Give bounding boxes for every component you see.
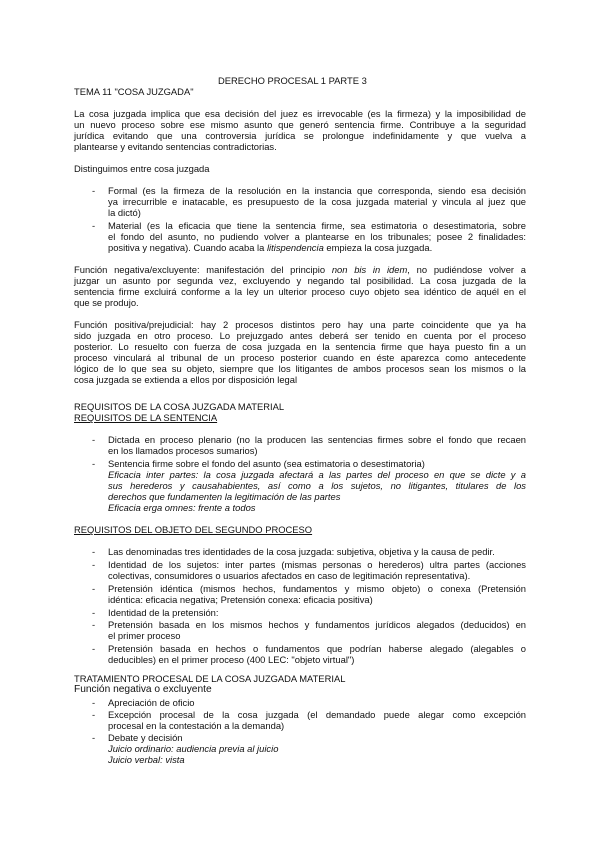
positiva-line: posterior. Lo resuelto con fuerza de cosa juzgada en la sentencia firme que haya puesto fin a un [74, 341, 526, 352]
material-text: positiva y negativa). Cuando acaba la [108, 242, 267, 253]
identidad-pretension-line: Identidad de la pretensión: [108, 607, 219, 618]
list-bullet: - [92, 709, 96, 720]
list-bullet: - [92, 619, 96, 630]
list-bullet: - [92, 185, 96, 196]
positiva-line: Función positiva/prejudicial: hay 2 procesos distintos pero hay una parte coincidente que ya ha [74, 319, 526, 330]
negativa-first-line [74, 264, 526, 275]
basada-alegados-line: Pretensión basada en los mismos hechos y fundamentos jurídicos alegados (deducidos) en [108, 619, 526, 630]
positiva-line: lógico de lo que sea su objeto, siempre que los litigantes de ambos procesos sean los mismos o la [74, 363, 526, 374]
non-bis-in-idem-term: non bis in idem [331, 264, 408, 275]
intro-line: un nuevo proceso sobre ese mismo asunto que generó sentencia firme. Contribuye a la seguridad [74, 119, 526, 130]
juicio-ordinario-line: Juicio ordinario: audiencia previa al juicio [108, 743, 279, 754]
negativa-line: que se produjo. [74, 297, 139, 308]
debate-line: Debate y decisión [108, 732, 183, 743]
basada-alegables-line: deducibles) en el primer proceso (400 LEC: "objeto virtual") [108, 654, 355, 665]
list-bullet: - [92, 607, 96, 618]
sujetos-line: Identidad de los sujetos: inter partes (mismas personas o herederos) ultra partes (acciones [108, 559, 526, 570]
list-bullet: - [92, 458, 96, 469]
positiva-line: cosa juzgada se extienda a ellos por disposición legal [74, 374, 298, 385]
eficacia-inter-line: derechos que fundamenten la legitimación de las partes [108, 491, 341, 502]
list-bullet: - [92, 643, 96, 654]
negativa-line: sentencia firme excluirá conforme a la ley un ulterior proceso cuyo objeto sea idéntico de aquél en el [74, 286, 526, 297]
distinguimos-line: Distinguimos entre cosa juzgada [74, 163, 210, 174]
sujetos-line: colectivas, consumidores o usuarios afectados en caso de legitimación representativa). [108, 570, 471, 581]
intro-line: La cosa juzgada implica que esa decisión del juez es irrevocable (es la firmeza) y la imposibilidad de [74, 108, 526, 119]
pretension-identica-line: Pretensión idéntica (mismos hechos, fundamentos y mismo objeto) o conexa (Pretensión [108, 583, 526, 594]
basada-alegados-line: el primer proceso [108, 630, 181, 641]
positiva-line: sido juzgada en otro proceso. Lo prejuzgado antes deberá ser tenido en cuenta por el proceso [74, 330, 526, 341]
req-objeto-heading: REQUISITOS DEL OBJETO DEL SEGUNDO PROCESO [74, 524, 313, 535]
negativa-rest: , no pudiéndose volver a [407, 264, 527, 275]
negativa-line: juzgar un asunto por segunda vez, excluyendo y negando tal posibilidad. La cosa juzgada de la [74, 275, 526, 286]
excepcion-line: procesal en la contestación a la demanda) [108, 720, 285, 731]
eficacia-erga-line: Eficacia erga omnes: frente a todos [108, 502, 256, 513]
eficacia-inter-line: Eficacia inter partes: la cosa juzgada afectará a las partes del proceso en que se dicte y a [108, 469, 526, 480]
formal-line: la dictó) [108, 207, 141, 218]
intro-line: plantearse y evitando sentencias contradictorias. [74, 141, 277, 152]
dictada-line: en los llamados procesos sumarios) [108, 445, 258, 456]
formal-line: Formal (es la firmeza de la resolución en la instancia que corresponda, siendo esa decisión [108, 185, 526, 196]
list-bullet: - [92, 583, 96, 594]
juicio-verbal-line: Juicio verbal: vista [108, 754, 185, 765]
litispendencia-term: litispendencia [266, 242, 324, 253]
tratamiento-heading: TRATAMIENTO PROCESAL DE LA COSA JUZGADA MATERIAL [74, 673, 346, 684]
list-bullet: - [92, 434, 96, 445]
list-bullet: - [92, 732, 96, 743]
funcion-negativa-heading: Función negativa o excluyente [74, 684, 212, 695]
list-bullet: - [92, 546, 96, 557]
dictada-line: Dictada en proceso plenario (no la producen las sentencias firmes sobre el fondo que recaen [108, 434, 526, 445]
basada-alegables-line: Pretensión basada en hechos o fundamentos que podrían haberse alegado (alegables o [108, 643, 526, 654]
document-title: DERECHO PROCESAL 1 PARTE 3 [218, 75, 367, 86]
material-line-last [108, 242, 432, 253]
req-sentencia-heading: REQUISITOS DE LA SENTENCIA [74, 412, 218, 423]
req-material-heading: REQUISITOS DE LA COSA JUZGADA MATERIAL [74, 401, 285, 412]
list-bullet: - [92, 220, 96, 231]
list-bullet: - [92, 697, 96, 708]
apreciacion-line: Apreciación de oficio [108, 697, 195, 708]
identidades-line: Las denominadas tres identidades de la cosa juzgada: subjetiva, objetiva y la causa de pedir. [108, 546, 495, 557]
intro-line: jurídica evitando que una controversia jurídica se prolongue indefinidamente y que vuelva a [74, 130, 526, 141]
negativa-lead: Función negativa/excluyente: manifestación del principio [74, 264, 332, 275]
material-line: Material (es la eficacia que tiene la sentencia firme, sea estimatoria o desestimatoria, sobre [108, 220, 526, 231]
pretension-identica-line: idéntica: eficacia negativa; Pretensión conexa: eficacia positiva) [108, 594, 373, 605]
tema-heading: TEMA 11 "COSA JUZGADA" [74, 86, 194, 97]
sentencia-firme-line: Sentencia firme sobre el fondo del asunto (sea estimatoria o desestimatoria) [108, 458, 425, 469]
excepcion-line: Excepción procesal de la cosa juzgada (el demandado puede alegar como excepción [108, 709, 526, 720]
eficacia-inter-line: sus herederos y causahabientes, así como a los sujetos, no litigantes, titulares de los [108, 480, 526, 491]
material-line: el fondo del asunto, no pudiendo volver a plantearse en los tribunales; posee 2 finalidades: [108, 231, 526, 242]
material-tail: empieza la cosa juzgada. [323, 242, 433, 253]
positiva-line: proceso vinculará al tribunal de un proceso posterior cuando en éste aparezca como antecedente [74, 352, 526, 363]
list-bullet: - [92, 559, 96, 570]
formal-line: ya irrecurrible e inatacable, es presupuesto de la cosa juzgada material y vincula al juez que [108, 196, 526, 207]
